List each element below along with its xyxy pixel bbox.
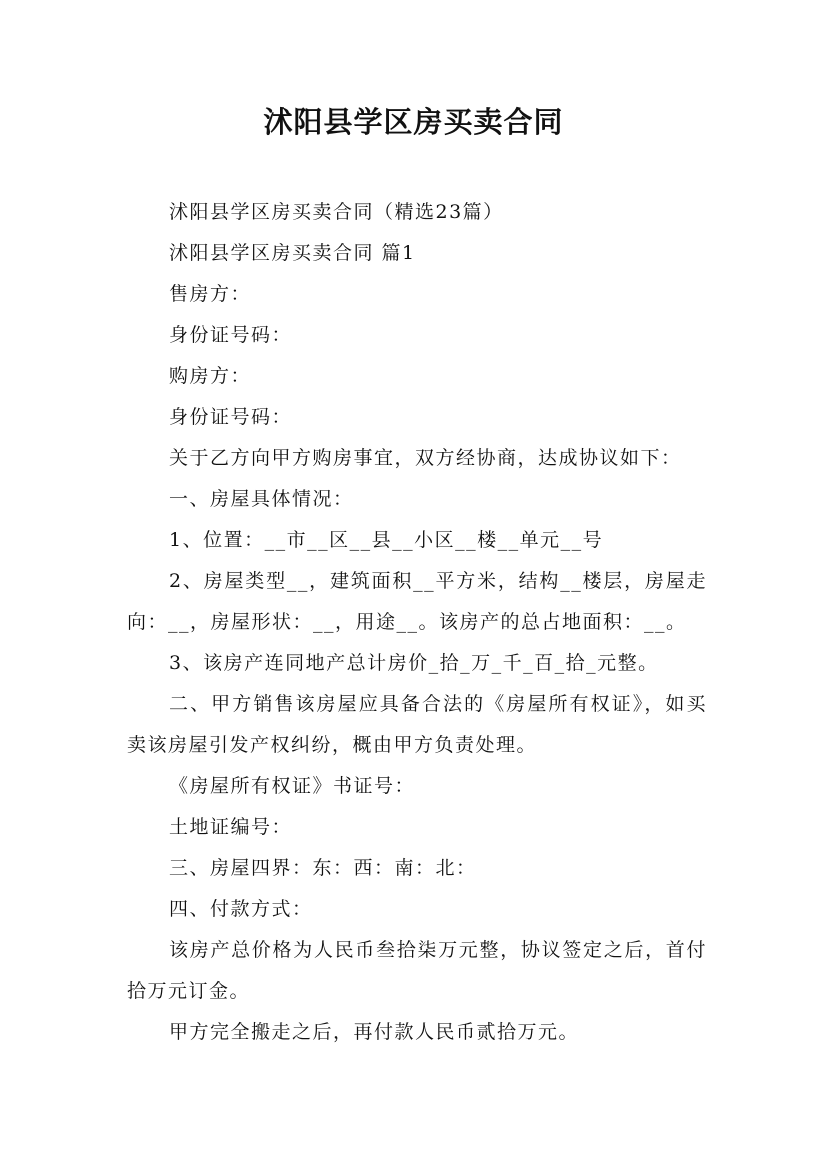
document-body (127, 192, 707, 1053)
paragraph-section-heading: 沭阳县学区房买卖合同 篇1 (169, 242, 416, 264)
paragraph-total-price: 该房产总价格为人民币叁拾柒万元整，协议签定之后，首付拾万元订金。 (127, 939, 707, 1002)
paragraph-clause-3-boundaries: 三、房屋四界：东：西：南：北： (169, 857, 477, 879)
paragraph-certificate-number: 《房屋所有权证》书证号： (169, 775, 416, 797)
paragraph-subtitle: 沭阳县学区房买卖合同（精选23篇） (169, 201, 504, 223)
paragraph-clause-1-heading: 一、房屋具体情况： (169, 488, 354, 510)
paragraph-seller: 售房方： (169, 283, 252, 305)
paragraph-house-type: 2、房屋类型__，建筑面积__平方米，结构__楼层，房屋走向：__，房屋形状：__，用途__。该房产的总占地面积：__。 (127, 570, 707, 633)
document-title: 沭阳县学区房买卖合同 (263, 105, 564, 139)
paragraph-second-payment: 甲方完全搬走之后，再付款人民币贰拾万元。 (169, 1021, 580, 1043)
paragraph-land-certificate: 土地证编号： (169, 816, 293, 838)
paragraph-clause-2: 二、甲方销售该房屋应具备合法的《房屋所有权证》，如买卖该房屋引发产权纠纷，概由甲方负责处理。 (127, 693, 707, 756)
paragraph-seller-id: 身份证号码： (169, 324, 293, 346)
paragraph-price: 3、该房产连同地产总计房价_拾_万_千_百_拾_元整。 (169, 652, 659, 674)
paragraph-agreement-intro: 关于乙方向甲方购房事宜，双方经协商，达成协议如下： (169, 447, 682, 469)
paragraph-buyer: 购房方： (169, 365, 252, 387)
paragraph-clause-4-heading: 四、付款方式： (169, 898, 313, 920)
paragraph-buyer-id: 身份证号码： (169, 406, 293, 428)
paragraph-location: 1、位置：__市__区__县__小区__楼__单元__号 (169, 529, 604, 551)
